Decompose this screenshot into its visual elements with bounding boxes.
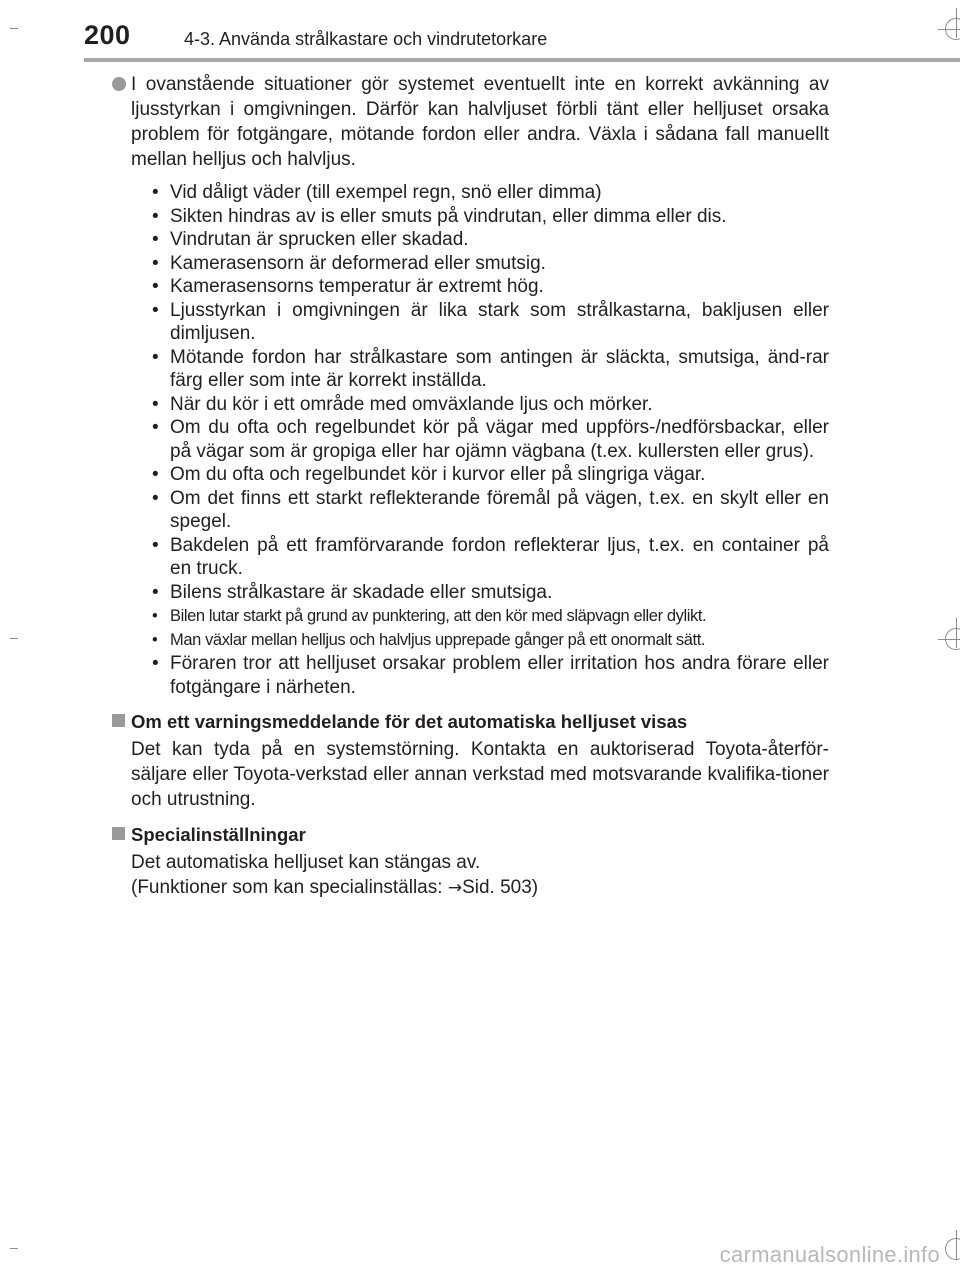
list-item xyxy=(131,181,829,205)
list-item xyxy=(131,604,829,628)
list-item-text: Vid dåligt väder (till exempel regn, snö eller dimma) xyxy=(170,182,602,203)
bullet-dot-icon: • xyxy=(152,631,158,649)
list-item-text: Bakdelen på ett framförvarande fordon reflekterar ljus, t.ex. en container på en truck. xyxy=(170,534,829,579)
arrow-right-icon: → xyxy=(447,878,463,898)
bullet-dot-icon: • xyxy=(152,182,159,203)
bullet-dot-icon: • xyxy=(152,464,159,485)
bullet-dot-icon: • xyxy=(152,299,159,321)
bullet-dot-icon: • xyxy=(152,229,159,250)
custom-settings-heading: Specialinställningar xyxy=(131,824,306,845)
bullet-dot-icon: • xyxy=(152,276,159,297)
list-item xyxy=(131,393,829,417)
list-item xyxy=(131,252,829,276)
bullet-dot-icon: • xyxy=(152,653,159,674)
list-item xyxy=(131,463,829,487)
list-item-text: Vindrutan är sprucken eller skadad. xyxy=(170,229,469,250)
list-item-text: Ljusstyrkan i omgivningen är lika stark som strålkastarna, bakljusen eller dimljusen. xyxy=(170,299,829,344)
custom-settings-section xyxy=(131,822,829,901)
list-item xyxy=(131,299,829,346)
list-item xyxy=(131,487,829,534)
list-item xyxy=(131,275,829,299)
registration-mark-bottom-right xyxy=(945,1238,960,1260)
list-item xyxy=(131,205,829,229)
list-item-text: Föraren tror att helljuset orsakar problem eller irritation hos andra förare eller fotgängare i närheten. xyxy=(170,653,829,698)
registration-vline-top-right xyxy=(956,8,957,38)
page-reference-link[interactable]: Sid. 503) xyxy=(462,877,539,898)
list-item-text: Bilen lutar starkt på grund av punktering, att den kör med släpvagn eller dylikt. xyxy=(170,607,707,625)
watermark: carmanualsonline.info xyxy=(719,1242,940,1267)
square-bullet-icon xyxy=(112,714,125,727)
header-rule xyxy=(84,58,960,62)
list-item-text: Kamerasensorns temperatur är extremt hög. xyxy=(170,276,544,297)
square-bullet-icon xyxy=(112,827,125,840)
bullet-dot-icon: • xyxy=(152,487,159,509)
bullet-dot-icon: • xyxy=(152,205,159,227)
crop-mark-mid-left xyxy=(10,638,18,639)
page-content xyxy=(131,72,829,901)
list-item-text: Man växlar mellan helljus och halvljus upprepade gånger på ett onormalt sätt. xyxy=(170,631,706,649)
circle-bullet-icon xyxy=(112,77,126,91)
list-item-text: Om du ofta och regelbundet kör i kurvor eller på slingriga vägar. xyxy=(170,464,706,485)
bullet-dot-icon: • xyxy=(152,534,159,556)
bullet-dot-icon: • xyxy=(152,393,159,415)
bullet-dot-icon: • xyxy=(152,581,159,603)
list-item xyxy=(131,581,829,605)
list-item-text: Kamerasensorn är deformerad eller smutsig. xyxy=(170,252,546,274)
list-item-text: Mötande fordon har strålkastare som antingen är släckta, smutsiga, änd-rar färg eller som inte är korrekt inställda. xyxy=(170,346,829,391)
page-number: 200 xyxy=(84,20,131,50)
bullet-dot-icon: • xyxy=(152,417,159,438)
list-item xyxy=(131,416,829,463)
bullet-dot-icon: • xyxy=(152,252,159,274)
list-item-text: När du kör i ett område med omväxlande ljus och mörker. xyxy=(170,393,653,415)
section-title: 4-3. Använda strålkastare och vindrutetorkare xyxy=(184,29,548,49)
warning-body xyxy=(131,737,829,812)
list-item-text: Om du ofta och regelbundet kör på vägar med uppförs-/nedförsbackar, eller på vägar som är gropiga eller har ojämn vägbana (t.ex. kullersten eller grus). xyxy=(170,417,829,462)
crop-mark-bottom-left xyxy=(10,1248,18,1249)
warning-heading: Om ett varningsmeddelande för det automatiska helljuset visas xyxy=(131,711,688,732)
list-item-text: Sikten hindras av is eller smuts på vindrutan, eller dimma eller dis. xyxy=(170,205,727,227)
custom-settings-body xyxy=(131,850,829,901)
registration-vline-mid-right xyxy=(956,618,957,648)
warning-section xyxy=(131,709,829,812)
warning-body-text: Det kan tyda på en systemstörning. Kontakta en auktoriserad Toyota-återför-säljare eller Toyota-verkstad eller annan verkstad med motsvarande kvalifika-tioner och utrustning. xyxy=(131,739,829,810)
condition-list xyxy=(131,181,829,699)
custom-settings-line1: Det automatiska helljuset kan stängas av. xyxy=(131,852,481,873)
custom-settings-ref-prefix: (Funktioner som kan specialinställas: xyxy=(131,877,448,898)
crop-mark-top-left xyxy=(10,28,18,29)
list-item xyxy=(131,228,829,252)
custom-settings-line2 xyxy=(131,875,829,901)
intro-text: I ovanstående situationer gör systemet eventuellt inte en korrekt avkänning av ljusstyrkan i omgivningen. Därför kan halvljuset förbli tänt eller helljuset orsaka problem för fotgängare, mötande fordon eller andra. Växla i sådana fall manuellt mellan helljus och halvljus. xyxy=(131,74,829,170)
list-item xyxy=(131,652,829,699)
intro-paragraph xyxy=(131,72,829,172)
list-item-text: Om det finns ett starkt reflekterande föremål på vägen, t.ex. en skylt eller en spegel. xyxy=(170,487,829,532)
list-item xyxy=(131,534,829,581)
registration-vline-bottom-right xyxy=(956,1230,957,1260)
list-item xyxy=(131,346,829,393)
bullet-dot-icon: • xyxy=(152,607,158,625)
list-item-text: Bilens strålkastare är skadade eller smutsiga. xyxy=(170,581,553,603)
bullet-dot-icon: • xyxy=(152,346,159,368)
list-item xyxy=(131,628,829,652)
